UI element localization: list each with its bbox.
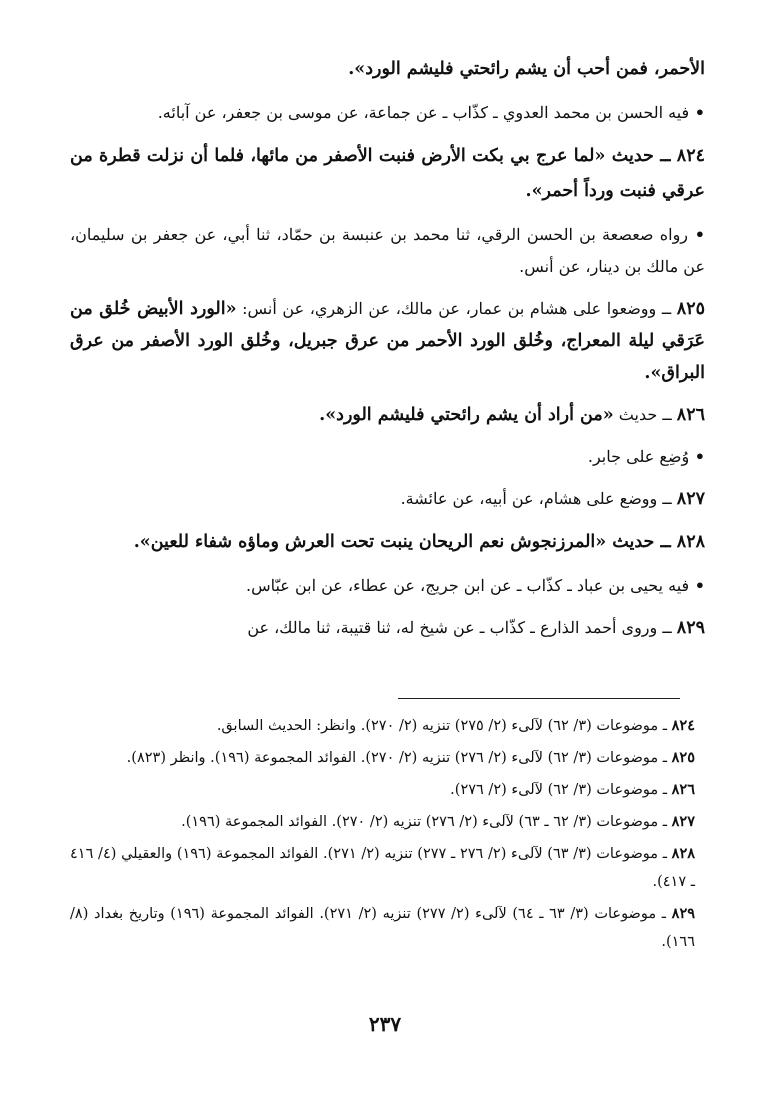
hadith-number: ٨٢٤ — [676, 146, 705, 166]
footnote-text: ـ موضوعات (٣/ ٦٢ ـ ٦٣) لآلىء (٢/ ٢٧٦) تنزيه (٢/ ٢٧٠). الفوائد المجموعة (١٩٦). — [181, 814, 668, 830]
paragraph-text: ــ حديث «لما عرج بي بكت الأرض فنبت الأصفر من مائها، فلما أن نزلت قطرة من عرقي فنبت ورداً أحمر». — [70, 146, 705, 201]
hadith-828 — [70, 525, 705, 560]
hadith-827 — [70, 483, 705, 515]
footnote-828 — [70, 840, 695, 896]
main-text — [70, 52, 705, 654]
footnote-text: ـ موضوعات (٣/ ٦٢) لآلىء (٢/ ٢٧٦). — [450, 782, 668, 798]
paragraph-text: فيه يحيى بن عباد ـ كذّاب ـ عن ابن جريج، عن عطاء، عن ابن عبّاس. — [245, 576, 690, 595]
footnote-text: ـ موضوعات (٣/ ٦٣) لآلىء (٢/ ٢٧٦ ـ ٢٧٧) تنزيه (٢/ ٢٧١). الفوائد المجموعة (١٩٦) والعقيلي (٤/ ٤١٦ ـ ٤١٧). — [70, 846, 695, 890]
hadith-quote: «من أراد أن يشم رائحتي فليشم الورد». — [319, 405, 614, 425]
hadith-number: ٨٢٦ — [676, 405, 705, 425]
paragraph-text: رواه صعصعة بن الحسن الرقي، ثنا محمد بن عنبسة بن حمّاد، ثنا أبي، عن جعفر بن سليمان، عن مالك بن دينار، عن أنس. — [70, 225, 705, 276]
footnote-number: ٨٢٨ — [671, 845, 696, 862]
paragraph-text: وُضِع على جابر. — [587, 447, 690, 466]
paragraph-narrator-note — [70, 570, 705, 602]
footnote-827 — [70, 808, 695, 836]
footnote-number: ٨٢٦ — [671, 781, 695, 798]
hadith-number: ٨٢٥ — [676, 299, 705, 319]
hadith-824 — [70, 139, 705, 209]
paragraph-text: ــ وروى أحمد الذارع ـ كذّاب ـ عن شيخ له، ثنا قتيبة، ثنا مالك، عن — [247, 618, 672, 637]
footnote-text: ـ موضوعات (٣/ ٦٢) لآلىء (٢/ ٢٧٦) تنزيه (٢/ ٢٧٠). الفوائد المجموعة (١٩٦). وانظر (٨٢٣). — [126, 750, 668, 766]
paragraph-text: فيه الحسن بن محمد العدوي ـ كذّاب ـ عن جماعة، عن موسى بن جعفر، عن آبائه. — [157, 103, 690, 122]
hadith-825 — [70, 293, 705, 389]
footnote-829 — [70, 900, 695, 956]
footnote-number: ٨٢٤ — [671, 717, 695, 734]
footnote-824 — [70, 712, 695, 740]
footnotes — [70, 712, 695, 960]
paragraph-narrator-note — [70, 97, 705, 129]
footnote-826 — [70, 776, 695, 804]
hadith-826 — [70, 399, 705, 431]
paragraph-text: ــ حديث — [613, 405, 672, 424]
hadith-number: ٨٢٧ — [676, 489, 705, 509]
footnote-number: ٨٢٥ — [671, 749, 695, 766]
paragraph-narrator-note — [70, 441, 705, 473]
hadith-number: ٨٢٩ — [676, 618, 705, 638]
footnote-text: ـ موضوعات (٣/ ٦٢) لآلىء (٢/ ٢٧٥) تنزيه (٢/ ٢٧٠). وانظر: الحديث السابق. — [216, 718, 668, 734]
paragraph-text: ــ حديث «المرزنجوش نعم الريحان ينبت تحت العرش وماؤه شفاء للعين». — [133, 532, 671, 552]
hadith-number: ٨٢٨ — [676, 532, 705, 552]
footnote-number: ٨٢٧ — [671, 813, 695, 830]
footnote-number: ٨٢٩ — [671, 905, 696, 922]
hadith-829 — [70, 612, 705, 644]
paragraph-text: ــ ووضعوا على هشام بن عمار، عن مالك، عن الزهري، عن أنس: — [236, 299, 672, 318]
paragraph-narrator-note — [70, 219, 705, 283]
footnote-text: ـ موضوعات (٣/ ٦٣ ـ ٦٤) لآلىء (٢/ ٢٧٧) تنزيه (٢/ ٢٧١). الفوائد المجموعة (١٩٦) وتاريخ بغداد (٨/ ١٦٦). — [70, 906, 695, 950]
page-number: ٢٣٧ — [368, 1012, 402, 1036]
footnote-divider — [398, 698, 680, 699]
hadith-quote: «الورد الأبيض خُلق من عَرَقي ليلة المعراج، وخُلق الورد الأحمر من عرق جبريل، وخُلق الورد الأصفر من عرق البراق». — [70, 299, 705, 383]
paragraph-text: ــ ووضع على هشام، عن أبيه، عن عائشة. — [400, 489, 672, 508]
paragraph-text: الأحمر، فمن أحب أن يشم رائحتي فليشم الورد». — [348, 59, 705, 79]
footnote-825 — [70, 744, 695, 772]
paragraph-continuation — [70, 52, 705, 87]
